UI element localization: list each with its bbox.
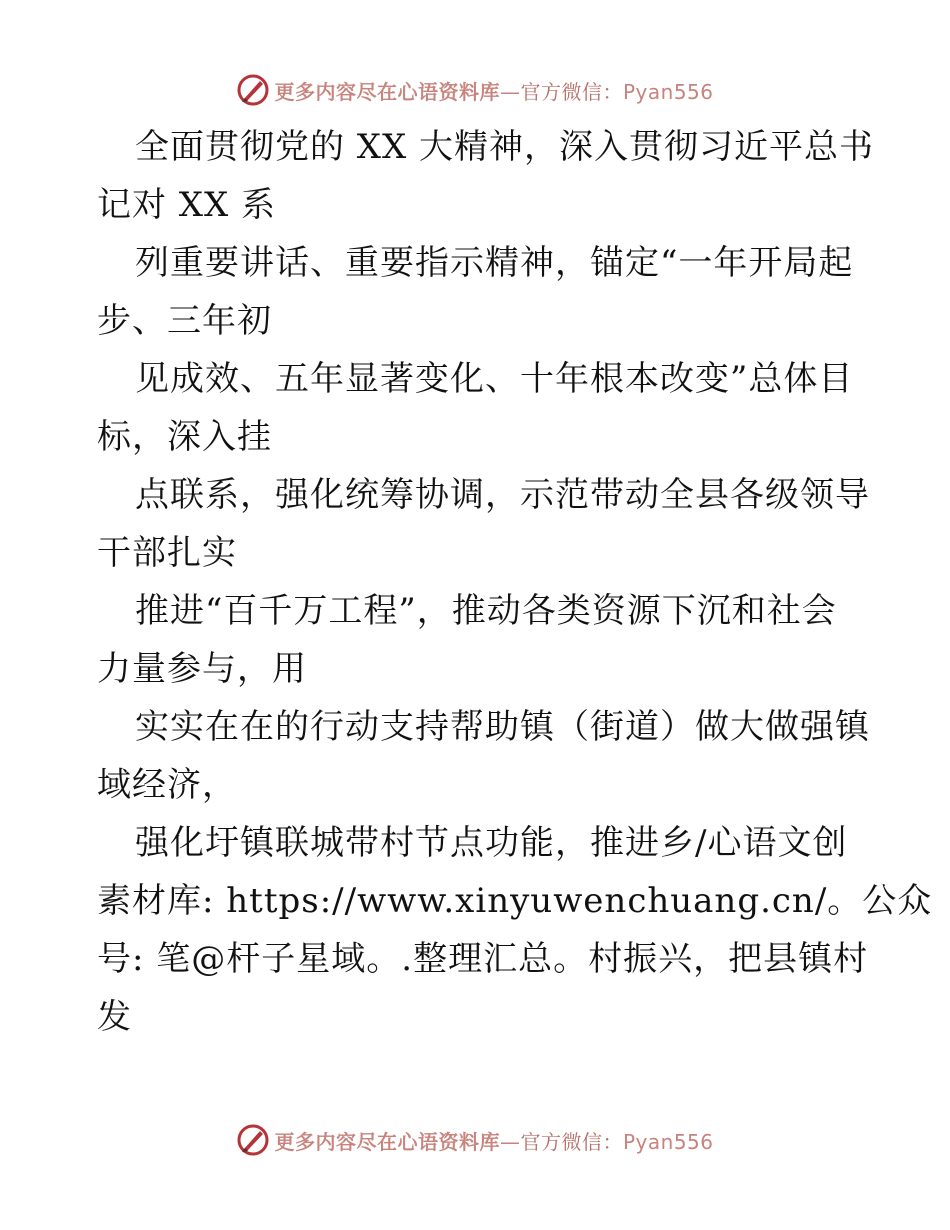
footer-watermark [0,1120,950,1160]
text-line: 干部扎实 [97,533,237,573]
text-line: 域经济， [97,765,237,805]
text-line: 推进“百千万工程”，推动各类资源下沉和社会 [135,591,837,631]
banner-sub-text: 官方微信： [520,1129,623,1154]
text-line: 点联系，强化统筹协调，示范带动全县各级领导 [135,475,870,515]
footer-watermark-text [274,1126,713,1155]
text-line: 素材库: https://www.xinyuwenchuang.cn/。公众 [97,881,933,921]
text-line: 标，深入挂 [97,417,272,457]
banner-dash: — [499,1129,521,1154]
quill-logo-icon [236,1123,270,1157]
banner-dash: — [499,79,521,104]
text-line: 列重要讲话、重要指示精神，锚定“一年开局起 [135,243,854,283]
banner-wechat-id: Pyan556 [622,79,714,104]
text-line: 力量参与，用 [97,649,307,689]
text-line: 见成效、五年显著变化、十年根本改变”总体目 [135,359,854,399]
banner-main-text: 更多内容尽在心语资料库 [274,1129,500,1154]
header-watermark-text [274,76,713,105]
banner-main-text: 更多内容尽在心语资料库 [274,79,500,104]
text-line: 号: 笔@杆子星域。.整理汇总。村振兴，把县镇村 [97,939,869,979]
text-line: 强化圩镇联城带村节点功能，推进乡/心语文创 [135,823,848,863]
text-line: 发 [97,997,132,1037]
text-line: 记对 XX 系 [97,185,277,225]
header-watermark [0,70,950,110]
document-body [97,118,933,1046]
quill-logo-icon [236,73,270,107]
banner-wechat-id: Pyan556 [622,1129,714,1154]
text-line: 步、三年初 [97,301,272,341]
text-line: 全面贯彻党的 XX 大精神，深入贯彻习近平总书 [135,127,875,167]
banner-sub-text: 官方微信： [520,79,623,104]
text-line: 实实在在的行动支持帮助镇（街道）做大做强镇 [135,707,870,747]
